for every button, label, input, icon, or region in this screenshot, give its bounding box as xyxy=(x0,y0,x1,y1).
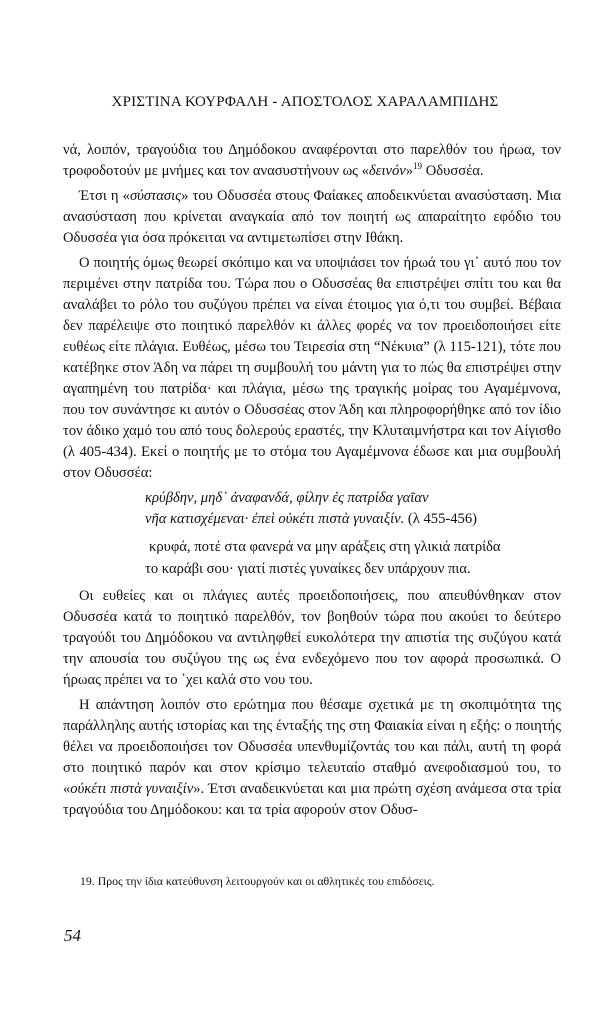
p5-text-b: ». Έτσι αναδεικνύεται και μια πρώτη σχέση ανάμεσα στα τρία τραγούδια του Δημόδοκου: και τα τρία αφορούν στον Οδυσ- xyxy=(63,781,561,818)
footnote-19: 19. Προς την ίδια κατεύθυνση λειτουργούν και οι αθλητικές του επιδόσεις. xyxy=(80,874,435,888)
quotation-line-1: κρύβδην, μηδ᾽ ἀναφανδά, φίλην ἐς πατρίδα γαῖαν xyxy=(145,490,429,506)
paragraph-1 xyxy=(63,140,561,182)
quotation-reference: (λ 455-456) xyxy=(404,511,477,527)
greek-quotation xyxy=(145,488,561,530)
translation-line-1: κρυφά, ποτέ στα φανερά να μην αράξεις στη γλικιά πατρίδα xyxy=(149,539,501,555)
p2-text-b: » του Οδυσσέα στους Φαίακες αποδεικνύεται ανασύσταση. Μια ανασύσταση που κρίνεται αναγκαία από τον ποιητή ως απαραίτητο εφόδιο του Οδυσσέα για όσα πρόκειται να αντιμετωπίσει στην Ιθάκη. xyxy=(63,188,561,246)
p1-text-b: » xyxy=(405,163,414,179)
p5-text-a: Η απάντηση λοιπόν στο ερώτημα που θέσαμε σχετικά με τη σκοπιμότητα της παράλληλης αυτής ιστορίας και της ένταξής της στη Φαιακία είναι η εξής: ο ποιητής θέλει να προειδοποιήσει τον Οδυσσέα υπενθυμίζοντάς του και πάλι, αυτή τη φορά στο ποιητικό παρόν και στον κρίσιμο τελευταίο σταθμό ανεφοδιασμού του, το « xyxy=(63,697,561,797)
p2-text-a: Έτσι η « xyxy=(79,188,130,204)
running-head: ΧΡΙΣΤΙΝΑ ΚΟΥΡΦΑΛΗ - ΑΠΟΣΤΟΛΟΣ ΧΑΡΑΛΑΜΠΙΔΗΣ xyxy=(111,94,499,110)
p1-text-a: νά, λοιπόν, τραγούδια του Δημόδοκου αναφέρονται στο παρελθόν του ήρωα, τον τροφοδοτούν με μνήμες και τον ανασυστήνουν ως « xyxy=(63,142,561,179)
main-text xyxy=(63,140,561,821)
translation-line-2: το καράβι σου· γιατί πιστές γυναίκες δεν υπάρχουν πια. xyxy=(145,561,471,577)
quotation-translation xyxy=(145,536,561,580)
paragraph-4: Οι ευθείες και οι πλάγιες αυτές προειδοποιήσεις, που απευθύνθηκαν στον Οδυσσέα κατά το ποιητικό παρελθόν, τον βοηθούν τώρα που ακούει το δεύτερο τραγούδι του Δημόδοκου να αντιληφθεί ευκολότερα την απιστία της συζύγου κατά την απουσία του συζύγου της ως ένα ενδεχόμενο που τον αφορά προσωπικά. Ο ήρωας πρέπει να το ᾽χει καλά στο νου του. xyxy=(63,588,561,688)
quotation-line-2-text: νῆα κατισχέμεναι· ἐπεὶ οὐκέτι πιστὰ γυναιξίν. xyxy=(145,511,405,527)
p2-emphasis: σύστασις xyxy=(129,188,182,204)
p1-text-c: Οδυσσέα. xyxy=(422,163,484,179)
paragraph-5 xyxy=(63,695,561,821)
p1-emphasis: δεινόν xyxy=(368,163,406,179)
footnote-marker[interactable]: 19 xyxy=(413,161,423,172)
paragraph-2 xyxy=(63,186,561,249)
p5-emphasis: οὐκέτι πιστὰ γυναιξίν xyxy=(70,781,194,797)
page-number: 54 xyxy=(64,926,81,945)
quotation-line-2 xyxy=(145,509,561,530)
paragraph-3: Ο ποιητής όμως θεωρεί σκόπιμο και να υποψιάσει τον ήρωά του γι᾽ αυτό που τον περιμένει στην πατρίδα του. Τώρα που ο Οδυσσέας θα επιστρέψει σπίτι του και θα αναλάβει το ρόλο του συζύγου πρέπει να είναι έτοιμος για ό,τι του συμβεί. Βέβαια δεν παρέλειψε στο ποιητικό παρελθόν κι άλλες φορές να τον προειδοποιήσει είτε ευθέως είτε πλάγια. Ευθέως, μέσω του Τειρεσία στη “Νέκυια” (λ 115-121), τότε που κατέβηκε στον Άδη να πάρει τη συμβουλή του μάντη για το πώς θα επιστρέψει στην αγαπημένη του πατρίδα· και πλάγια, μέσω της τραγικής μοίρας του Αγαμέμνονα, που τον συνάντησε κι αυτόν ο Οδυσσέας στον Άδη και πληροφορήθηκε από τον ίδιο τον άδικο χαμό του από τους δολερούς εραστές, την Κλυταιμνήστρα και τον Αίγισθο (λ 405-434). Εκεί ο ποιητής με το στόμα του Αγαμέμνονα έδωσε και μια συμβουλή στον Οδυσσέα: xyxy=(63,255,561,481)
